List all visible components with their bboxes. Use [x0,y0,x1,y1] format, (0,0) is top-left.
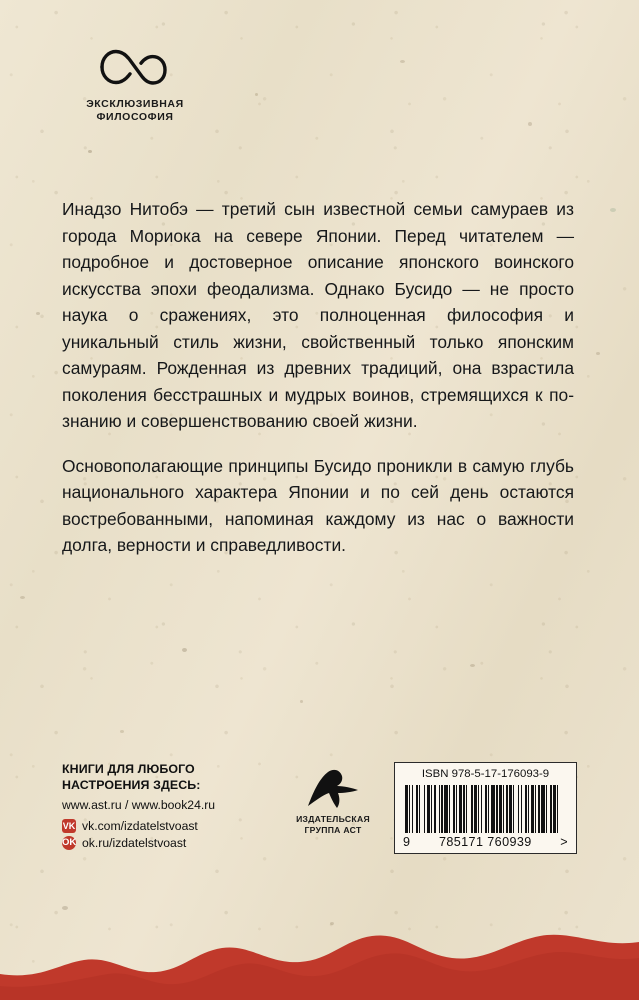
social-link-vk[interactable] [62,819,277,833]
ok-icon: OK [62,837,77,848]
series-logo-caption [60,98,210,124]
promo-websites[interactable]: www.ast.ru / www.book24.ru [62,798,216,812]
cover-footer [0,762,639,872]
series-logo-block [60,44,210,124]
infinity-icon [94,44,176,90]
publisher-caption-line2: ГРУППА АСТ [304,825,362,835]
vk-icon: VK [62,821,76,831]
social-link-ok[interactable] [62,836,277,850]
series-logo-caption-line1: ЭКСКЛЮЗИВНАЯ [86,98,184,110]
promo-title [62,762,277,793]
barcode-block [394,762,577,854]
torn-paper-edge [0,870,639,1000]
series-logo-caption-line2: ФИЛОСОФИЯ [96,111,174,123]
barcode-bars [405,785,566,833]
publisher-promo-block [62,762,277,853]
barcode-digits-main: 785171 760939 [438,835,532,849]
promo-title-line1: КНИГИ ДЛЯ ЛЮБОГО [62,762,195,776]
publisher-logo-block [285,768,381,836]
social-link-ok-label: ok.ru/izdatelstvoast [82,836,187,850]
barcode-digits [403,835,568,849]
social-link-vk-label: vk.com/izdatelstvoast [82,819,198,833]
barcode-digit-left: 9 [403,835,411,849]
torn-edge-shape [0,870,639,1000]
ast-logo [304,768,362,810]
barcode-digit-right: > [560,835,568,849]
publisher-caption-line1: ИЗДАТЕЛЬСКАЯ [296,814,370,824]
blurb-paragraph-1: Инадзо Нитобэ — третий сын известной семьи самураев из города Мориока на севере Японии. Перед читателем — подробное и достоверное описание японского воинского искусства эпохи феодализма. Однако Бусидо — не просто наука о сражениях, это полноценная философия и уникальный стиль жизни, свойственный только японским самураям. Рожденная из древних традиций, она взрастила поколения бесстрашных и мудрых воинов, стремящихся к познанию и совершенствованию своей жизни. [62,199,574,431]
back-cover-blurb [62,196,574,559]
isbn-text: ISBN 978-5-17-176093-9 [421,768,550,780]
promo-title-line2: НАСТРОЕНИЯ ЗДЕСЬ: [62,777,201,792]
blurb-paragraph-2: Основополагающие принципы Бусидо проникли в самую глубь национального характера Японии и по сей день остаются востребованными, напоминая каждому из нас о важности долга, верности и справедливости. [62,455,574,555]
publisher-caption [285,814,381,836]
